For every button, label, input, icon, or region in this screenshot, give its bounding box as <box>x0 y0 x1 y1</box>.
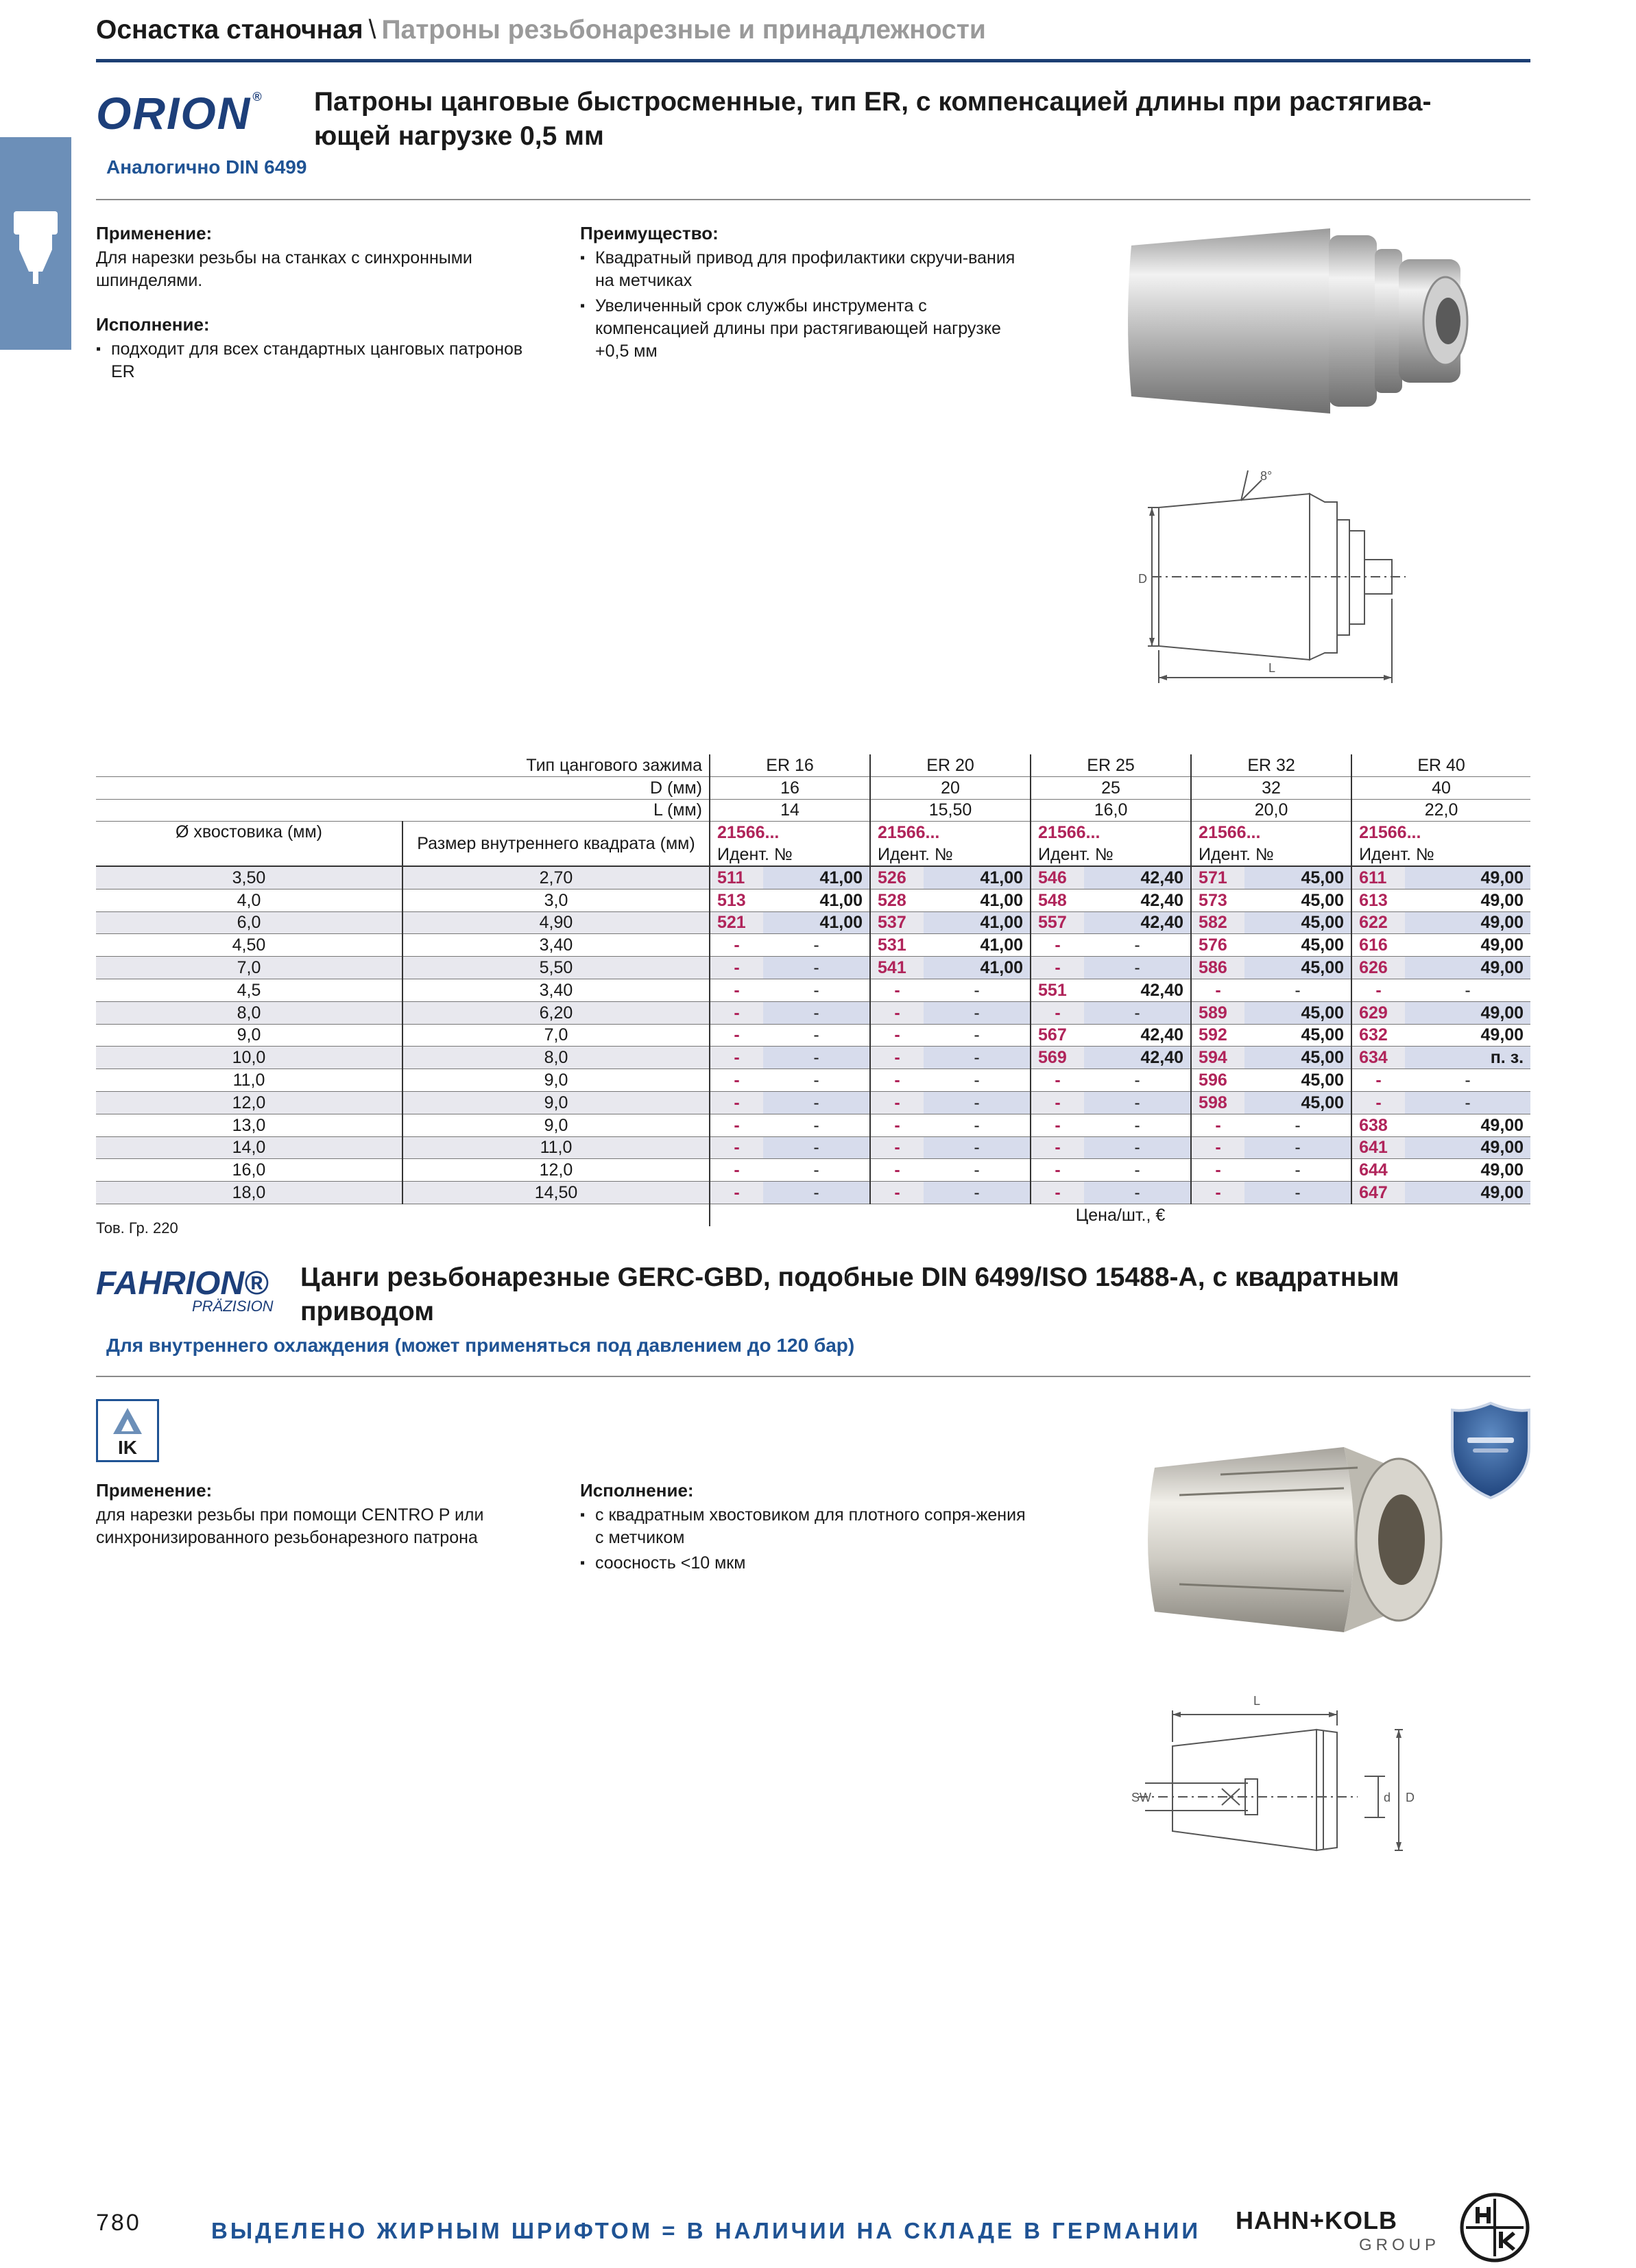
id-prefix: 21566... <box>710 822 870 844</box>
ident-cell: 613 <box>1351 889 1405 911</box>
shank-cell: 6,0 <box>96 911 402 934</box>
section2-rule <box>96 1376 1530 1377</box>
product-group: Тов. Гр. 220 <box>96 1219 178 1237</box>
id-prefix: 21566... <box>1351 822 1530 844</box>
gerc-collet-photo <box>1138 1433 1454 1646</box>
price-cell: - <box>1084 1091 1191 1114</box>
drawing-D-label: D <box>1406 1791 1415 1804</box>
drawing-L-label: L <box>1253 1694 1261 1708</box>
ident-cell: - <box>1191 1136 1244 1159</box>
er-collet-chuck-photo <box>1124 218 1481 424</box>
price-cell: п. з. <box>1405 1047 1530 1069</box>
drawing-D-label: D <box>1138 572 1147 586</box>
application-text: Для нарезки резьбы на станках с синхронными шпинделями. <box>96 248 472 290</box>
ident-cell: - <box>710 979 763 1001</box>
ident-cell: - <box>1351 1069 1405 1092</box>
shank-cell: 8,0 <box>96 1001 402 1024</box>
ident-cell: 576 <box>1191 934 1244 957</box>
shank-cell: 14,0 <box>96 1136 402 1159</box>
ident-cell: - <box>710 1024 763 1047</box>
price-cell: 45,00 <box>1244 957 1351 979</box>
price-cell: - <box>924 1024 1031 1047</box>
d-value: 32 <box>1191 776 1351 799</box>
l-value: 16,0 <box>1031 799 1191 822</box>
table-row <box>96 1001 1530 1024</box>
ident-cell: 634 <box>1351 1047 1405 1069</box>
price-cell: 45,00 <box>1244 1024 1351 1047</box>
execution-item: ▪ подходит для всех стандартных цанговых патронов ER <box>96 338 535 383</box>
ident-cell: - <box>1031 1159 1084 1182</box>
ident-cell: 644 <box>1351 1159 1405 1182</box>
price-cell: 45,00 <box>1244 1069 1351 1092</box>
square-cell: 3,0 <box>402 889 710 911</box>
price-cell: - <box>924 1114 1031 1136</box>
coolant-icon <box>98 1404 157 1438</box>
type-er32: ER 32 <box>1191 754 1351 776</box>
execution-item: ▪ соосность <10 мкм <box>580 1552 1033 1575</box>
hahn-kolb-logo-icon <box>1459 2192 1530 2263</box>
price-cell: - <box>924 1136 1031 1159</box>
shank-cell: 10,0 <box>96 1047 402 1069</box>
ident-cell: - <box>1351 1091 1405 1114</box>
square-cell: 3,40 <box>402 979 710 1001</box>
ident-cell: - <box>1031 1069 1084 1092</box>
ident-cell: 632 <box>1351 1024 1405 1047</box>
ident-cell: - <box>1031 1136 1084 1159</box>
price-cell: - <box>1084 1001 1191 1024</box>
price-cell: 41,00 <box>763 889 870 911</box>
ident-cell: - <box>870 1091 924 1114</box>
application-label: Применение: <box>96 223 213 243</box>
price-cell: 49,00 <box>1405 957 1530 979</box>
price-cell: - <box>924 1069 1031 1092</box>
execution-label: Исполнение: <box>96 314 210 335</box>
id-prefix: 21566... <box>870 822 1031 844</box>
price-cell: - <box>1244 1182 1351 1204</box>
ident-cell: 589 <box>1191 1001 1244 1024</box>
price-cell: 41,00 <box>924 866 1031 889</box>
stock-note: ВЫДЕЛЕНО ЖИРНЫМ ШРИФТОМ = В НАЛИЧИИ НА СКЛАДЕ В ГЕРМАНИИ <box>211 2218 1201 2243</box>
price-cell: - <box>1244 979 1351 1001</box>
table-row <box>96 866 1530 889</box>
table-row <box>96 1091 1530 1114</box>
price-cell: 42,40 <box>1084 866 1191 889</box>
ident-cell: 611 <box>1351 866 1405 889</box>
shank-cell: 4,50 <box>96 934 402 957</box>
d-value: 25 <box>1031 776 1191 799</box>
square-cell: 12,0 <box>402 1159 710 1182</box>
section1-execution <box>96 314 535 383</box>
d-row <box>96 776 1530 799</box>
price-cell: - <box>1244 1159 1351 1182</box>
id-label: Идент. № <box>1031 844 1191 866</box>
price-cell: 45,00 <box>1244 1047 1351 1069</box>
ident-cell: - <box>710 1091 763 1114</box>
page-header <box>96 15 986 45</box>
price-cell: 45,00 <box>1244 1001 1351 1024</box>
price-cell: - <box>1405 1091 1530 1114</box>
ident-cell: - <box>1031 1182 1084 1204</box>
price-cell: - <box>763 957 870 979</box>
shank-cell: 11,0 <box>96 1069 402 1092</box>
drawing-d-label: d <box>1384 1791 1391 1804</box>
price-note-row <box>96 1204 1530 1226</box>
price-cell: - <box>1244 1114 1351 1136</box>
price-cell: - <box>763 1047 870 1069</box>
price-cell: 41,00 <box>763 911 870 934</box>
ident-cell: 548 <box>1031 889 1084 911</box>
d-row-label: D (мм) <box>96 776 710 799</box>
price-cell: - <box>1405 1069 1530 1092</box>
ident-cell: - <box>870 1159 924 1182</box>
price-cell: 42,40 <box>1084 1024 1191 1047</box>
orion-logo: ORION ® <box>96 88 263 139</box>
ident-cell: - <box>870 1001 924 1024</box>
price-cell: 42,40 <box>1084 979 1191 1001</box>
price-cell: 49,00 <box>1405 1159 1530 1182</box>
ident-cell: - <box>1031 957 1084 979</box>
price-cell: - <box>763 1024 870 1047</box>
table-row <box>96 1047 1530 1069</box>
header-rule <box>96 59 1530 62</box>
ident-cell: - <box>1031 1001 1084 1024</box>
ident-cell: 528 <box>870 889 924 911</box>
ident-cell: 511 <box>710 866 763 889</box>
price-cell: - <box>763 1001 870 1024</box>
table-row <box>96 1136 1530 1159</box>
section1-application <box>96 223 542 292</box>
ident-cell: 551 <box>1031 979 1084 1001</box>
price-cell: 49,00 <box>1405 1001 1530 1024</box>
id-label: Идент. № <box>1351 844 1530 866</box>
price-cell: 49,00 <box>1405 1182 1530 1204</box>
price-cell: 42,40 <box>1084 889 1191 911</box>
ident-cell: 569 <box>1031 1047 1084 1069</box>
ident-cell: 641 <box>1351 1136 1405 1159</box>
square-cell: 9,0 <box>402 1114 710 1136</box>
price-cell: - <box>924 1159 1031 1182</box>
type-er40: ER 40 <box>1351 754 1530 776</box>
table-row <box>96 889 1530 911</box>
price-cell: 41,00 <box>924 889 1031 911</box>
ident-cell: - <box>870 1182 924 1204</box>
price-cell: - <box>763 1182 870 1204</box>
ident-cell: 571 <box>1191 866 1244 889</box>
price-cell: - <box>763 1069 870 1092</box>
shank-cell: 18,0 <box>96 1182 402 1204</box>
price-cell: - <box>1244 1136 1351 1159</box>
l-value: 15,50 <box>870 799 1031 822</box>
internal-coolant-badge <box>96 1399 159 1462</box>
drawing-angle-label: 8° <box>1260 469 1273 483</box>
table-row <box>96 1024 1530 1047</box>
page-number: 780 <box>96 2210 141 2236</box>
ident-cell: - <box>710 934 763 957</box>
table-row <box>96 934 1530 957</box>
ident-cell: - <box>1031 1114 1084 1136</box>
ik-label: IK <box>118 1437 137 1458</box>
id-label: Идент. № <box>870 844 1031 866</box>
product-table <box>96 754 1530 1226</box>
tap-chuck-icon <box>0 137 71 350</box>
execution-item: ▪ с квадратным хвостовиком для плотного сопря-жения с метчиком <box>580 1504 1033 1549</box>
ident-cell: 622 <box>1351 911 1405 934</box>
price-cell: 49,00 <box>1405 1136 1530 1159</box>
square-cell: 8,0 <box>402 1047 710 1069</box>
price-cell: 45,00 <box>1244 911 1351 934</box>
section2-subtitle: Для внутреннего охлаждения (может применяться под давлением до 120 бар) <box>106 1335 855 1356</box>
price-cell: - <box>763 1159 870 1182</box>
advantage-label: Преимущество: <box>580 223 719 243</box>
table-row <box>96 911 1530 934</box>
section1-rule <box>96 199 1530 200</box>
section1-title: Патроны цанговые быстросменные, тип ER, с компенсацией длины при растягива- ющей нагрузке 0,5 мм <box>314 87 1432 151</box>
table-row <box>96 1182 1530 1204</box>
table-row <box>96 957 1530 979</box>
price-cell: 41,00 <box>924 934 1031 957</box>
ident-cell: 598 <box>1191 1091 1244 1114</box>
drawing-SW-label: SW <box>1131 1791 1151 1804</box>
ident-cell: 521 <box>710 911 763 934</box>
shank-cell: 4,5 <box>96 979 402 1001</box>
ident-cell: - <box>870 1114 924 1136</box>
id-prefix: 21566... <box>1191 822 1351 844</box>
price-cell: - <box>1084 1182 1191 1204</box>
advantage-item: ▪ Квадратный привод для профилактики скручи-вания на метчиках <box>580 247 1033 292</box>
shank-cell: 3,50 <box>96 866 402 889</box>
table-row <box>96 1069 1530 1092</box>
price-cell: - <box>1405 979 1530 1001</box>
price-cell: 49,00 <box>1405 866 1530 889</box>
price-cell: - <box>763 979 870 1001</box>
type-er20: ER 20 <box>870 754 1031 776</box>
shank-cell: 13,0 <box>96 1114 402 1136</box>
ident-cell: 557 <box>1031 911 1084 934</box>
price-cell: 45,00 <box>1244 889 1351 911</box>
price-cell: 45,00 <box>1244 934 1351 957</box>
quality-shield-icon <box>1448 1399 1533 1502</box>
price-cell: - <box>763 1136 870 1159</box>
ident-cell: 513 <box>710 889 763 911</box>
ident-cell: - <box>1191 1114 1244 1136</box>
ident-cell: 629 <box>1351 1001 1405 1024</box>
price-cell: 42,40 <box>1084 911 1191 934</box>
ident-cell: - <box>710 1136 763 1159</box>
price-cell: 45,00 <box>1244 866 1351 889</box>
l-row <box>96 799 1530 822</box>
ident-cell: - <box>1191 979 1244 1001</box>
application-text: для нарезки резьбы при помощи CENTRO P или синхронизированного резьбонарезного патрона <box>96 1505 484 1547</box>
ident-cell: - <box>710 1047 763 1069</box>
type-row-label: Тип цангового зажима <box>96 754 710 776</box>
ident-cell: 626 <box>1351 957 1405 979</box>
d-value: 16 <box>710 776 870 799</box>
header-subtitle: Патроны резьбонарезные и принадлежности <box>381 15 986 45</box>
price-cell: 41,00 <box>924 957 1031 979</box>
ident-cell: - <box>870 1136 924 1159</box>
price-cell: 41,00 <box>763 866 870 889</box>
square-cell: 14,50 <box>402 1182 710 1204</box>
ident-cell: 594 <box>1191 1047 1244 1069</box>
d-value: 40 <box>1351 776 1530 799</box>
l-value: 20,0 <box>1191 799 1351 822</box>
l-row-label: L (мм) <box>96 799 710 822</box>
ident-cell: 573 <box>1191 889 1244 911</box>
price-cell: - <box>1084 934 1191 957</box>
ident-cell: - <box>710 1159 763 1182</box>
ident-cell: 537 <box>870 911 924 934</box>
ident-cell: - <box>870 979 924 1001</box>
price-cell: 45,00 <box>1244 1091 1351 1114</box>
price-cell: - <box>924 1047 1031 1069</box>
price-cell: - <box>1084 1114 1191 1136</box>
shank-col-header: Ø хвостовика (мм) <box>96 822 402 866</box>
ident-cell: - <box>710 957 763 979</box>
price-cell: - <box>763 1114 870 1136</box>
ident-cell: - <box>710 1001 763 1024</box>
ident-cell: - <box>710 1182 763 1204</box>
shank-cell: 7,0 <box>96 957 402 979</box>
table-row <box>96 979 1530 1001</box>
ident-cell: - <box>1191 1182 1244 1204</box>
type-row <box>96 754 1530 776</box>
id-prefix: 21566... <box>1031 822 1191 844</box>
application-label: Применение: <box>96 1480 213 1501</box>
ident-cell: 526 <box>870 866 924 889</box>
header-separator: \ <box>368 15 376 45</box>
ident-cell: 546 <box>1031 866 1084 889</box>
price-note: Цена/шт., € <box>710 1204 1530 1226</box>
price-cell: - <box>1084 1159 1191 1182</box>
section2-application <box>96 1480 562 1549</box>
price-cell: 49,00 <box>1405 911 1530 934</box>
ident-cell: - <box>710 1114 763 1136</box>
square-col-header: Размер внутреннего квадрата (мм) <box>402 822 710 866</box>
ident-cell: - <box>870 1069 924 1092</box>
ident-cell: - <box>710 1069 763 1092</box>
ident-cell: - <box>870 1024 924 1047</box>
price-cell: - <box>924 979 1031 1001</box>
square-cell: 11,0 <box>402 1136 710 1159</box>
id-label: Идент. № <box>1191 844 1351 866</box>
shank-cell: 4,0 <box>96 889 402 911</box>
ident-cell: 582 <box>1191 911 1244 934</box>
header-title: Оснастка станочная <box>96 15 363 45</box>
ident-cell: 638 <box>1351 1114 1405 1136</box>
er-chuck-drawing <box>1138 465 1440 698</box>
price-cell: - <box>924 1001 1031 1024</box>
ident-cell: - <box>1191 1159 1244 1182</box>
square-cell: 6,20 <box>402 1001 710 1024</box>
section2-title: Цанги резьбонарезные GERC-GBD, подобные DIN 6499/ISO 15488-A, с квадратным приводом <box>300 1263 1399 1326</box>
hahn-kolb-group: GROUP <box>1359 2236 1441 2254</box>
ident-cell: - <box>1031 1091 1084 1114</box>
price-cell: 49,00 <box>1405 889 1530 911</box>
square-cell: 2,70 <box>402 866 710 889</box>
ident-cell: 616 <box>1351 934 1405 957</box>
price-cell: 49,00 <box>1405 1024 1530 1047</box>
ident-cell: 541 <box>870 957 924 979</box>
price-cell: - <box>763 934 870 957</box>
square-cell: 4,90 <box>402 911 710 934</box>
shank-cell: 9,0 <box>96 1024 402 1047</box>
ident-cell: - <box>1351 979 1405 1001</box>
square-cell: 5,50 <box>402 957 710 979</box>
l-value: 14 <box>710 799 870 822</box>
id-label: Идент. № <box>710 844 870 866</box>
shank-cell: 12,0 <box>96 1091 402 1114</box>
drawing-L-label: L <box>1268 661 1276 675</box>
table-body <box>96 866 1530 1204</box>
ident-cell: 592 <box>1191 1024 1244 1047</box>
table-row <box>96 1159 1530 1182</box>
price-cell: - <box>924 1182 1031 1204</box>
section1-advantage <box>580 223 1033 363</box>
ident-cell: 647 <box>1351 1182 1405 1204</box>
shank-cell: 16,0 <box>96 1159 402 1182</box>
fahrion-logo: FAHRION® PRÄZISION <box>96 1265 274 1315</box>
l-value: 22,0 <box>1351 799 1530 822</box>
price-cell: 49,00 <box>1405 1114 1530 1136</box>
column-header-row <box>96 822 1530 844</box>
ident-cell: 596 <box>1191 1069 1244 1092</box>
ident-cell: 586 <box>1191 957 1244 979</box>
section2-execution <box>580 1480 1033 1575</box>
square-cell: 9,0 <box>402 1091 710 1114</box>
type-er25: ER 25 <box>1031 754 1191 776</box>
ident-cell: - <box>1031 934 1084 957</box>
ident-cell: 567 <box>1031 1024 1084 1047</box>
price-cell: - <box>763 1091 870 1114</box>
square-cell: 9,0 <box>402 1069 710 1092</box>
chapter-side-tab[interactable] <box>0 137 71 350</box>
table-row <box>96 1114 1530 1136</box>
execution-label: Исполнение: <box>580 1480 694 1501</box>
price-cell: 49,00 <box>1405 934 1530 957</box>
gerc-collet-drawing <box>1111 1687 1467 1893</box>
square-cell: 3,40 <box>402 934 710 957</box>
d-value: 20 <box>870 776 1031 799</box>
price-cell: - <box>924 1091 1031 1114</box>
type-er16: ER 16 <box>710 754 870 776</box>
price-cell: - <box>1084 1136 1191 1159</box>
price-cell: 41,00 <box>924 911 1031 934</box>
price-cell: - <box>1084 1069 1191 1092</box>
hahn-kolb-brand: HAHN+KOLB <box>1236 2206 1398 2234</box>
square-cell: 7,0 <box>402 1024 710 1047</box>
price-cell: - <box>1084 957 1191 979</box>
price-cell: 42,40 <box>1084 1047 1191 1069</box>
section1-subtitle: Аналогично DIN 6499 <box>106 156 307 178</box>
ident-cell: 531 <box>870 934 924 957</box>
ident-cell: - <box>870 1047 924 1069</box>
advantage-item: ▪ Увеличенный срок службы инструмента с компенсацией длины при растягивающей нагрузке +0,5 мм <box>580 295 1033 363</box>
